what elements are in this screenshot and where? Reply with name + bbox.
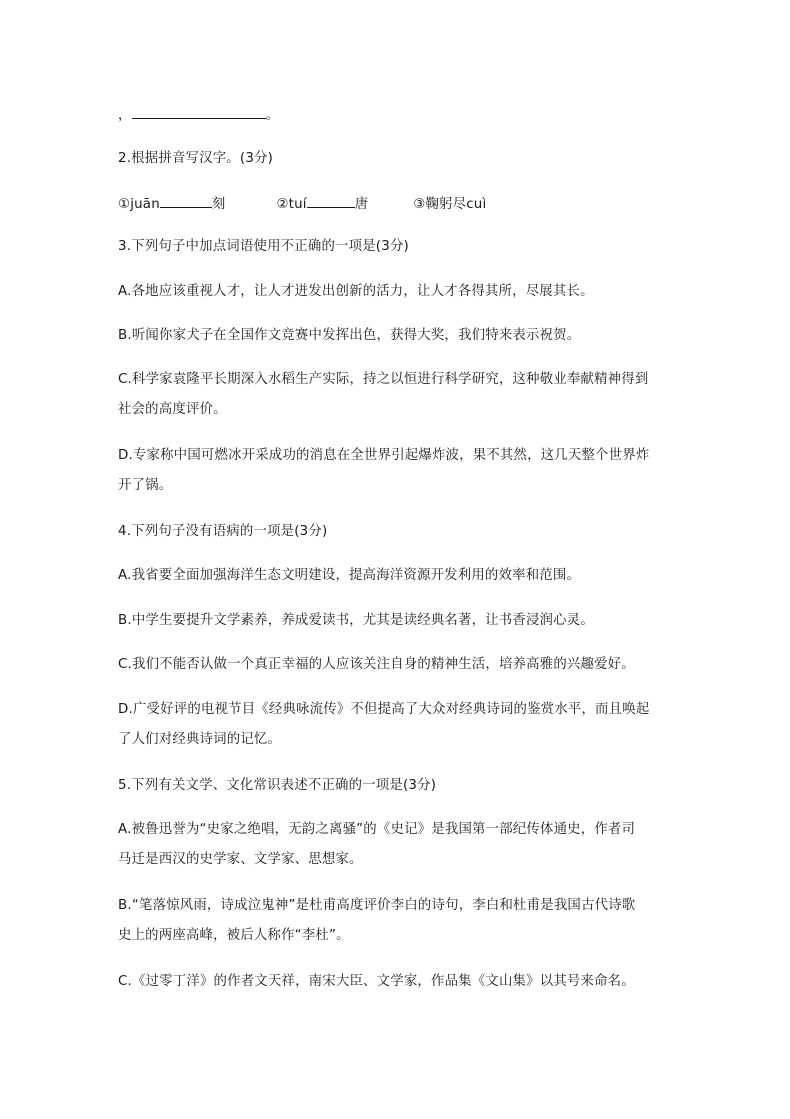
pinyin-2: ②tuí (276, 197, 307, 212)
pinyin-3: ③鞠躬尽cuì (413, 197, 487, 212)
pinyin-item-3 (413, 195, 486, 215)
pinyin-blank-1[interactable] (160, 193, 212, 208)
question-3-option-a: A.各地应该重视人才，让人才迸发出创新的活力，让人才各得其所，尽展其长。 (118, 284, 594, 299)
fragment-prefix: ， (118, 108, 132, 123)
question-5-option-a-line1: A.被鲁迅誉为“史家之绝唱，无韵之离骚”的《史记》是我国第一部纪传体通史，作者司 (118, 822, 636, 837)
question-5-option-b-line2: 史上的两座高峰，被后人称作“李杜”。 (118, 928, 350, 943)
fragment-suffix: 。 (265, 108, 280, 123)
question-2-stem: 2.根据拼音写汉字。(3分) (118, 151, 274, 166)
answer-blank[interactable] (132, 104, 266, 119)
question-4-stem: 4.下列句子没有语病的一项是(3分) (118, 524, 328, 539)
question-5-option-b-line1: B.“笔落惊风雨，诗成泣鬼神”是杜甫高度评价李白的诗句，李白和杜甫是我国古代诗歌 (118, 898, 636, 913)
question-4-option-b: B.中学生要提升文学素养，养成爱读书，尤其是读经典名著，让书香浸润心灵。 (118, 613, 594, 628)
question-4-option-d-line1: D.广受好评的电视节目《经典咏流传》不但提高了大众对经典诗词的鉴赏水平，而且唤起 (118, 702, 650, 717)
pinyin-1: ①juān (118, 197, 160, 212)
pinyin-blank-2[interactable] (307, 193, 355, 208)
question-3-option-c-line2: 社会的高度评价。 (118, 402, 227, 417)
question-3-option-c-line1: C.科学家袁隆平长期深入水稻生产实际，持之以恒进行科学研究，这种敬业奉献精神得到 (118, 372, 649, 387)
question-3-option-b: B.听闻你家犬子在全国作文竞赛中发挥出色，获得大奖，我们特来表示祝贺。 (118, 328, 581, 343)
question-4-option-c: C.我们不能否认做一个真正幸福的人应该关注自身的精神生活，培养高雅的兴趣爱好。 (118, 657, 635, 672)
question-5-option-a-line2: 马迁是西汉的史学家、文学家、思想家。 (118, 852, 363, 867)
pinyin-after-1: 刻 (211, 197, 226, 212)
question-4-option-a: A.我省要全面加强海洋生态文明建设，提高海洋资源开发利用的效率和范围。 (118, 568, 581, 583)
pinyin-item-2 (276, 193, 368, 215)
question-3-option-d-line2: 开了锅。 (118, 478, 173, 493)
question-3-option-d-line1: D.专家称中国可燃冰开采成功的消息在全世界引起爆炸波，果不其然，这几天整个世界炸 (118, 448, 650, 463)
pinyin-item-1 (118, 193, 226, 215)
question-3-stem: 3.下列句子中加点词语使用不正确的一项是(3分) (118, 239, 409, 254)
pinyin-after-2: 唐 (354, 197, 369, 212)
question-2-pinyin-row (118, 193, 678, 215)
question-5-option-c: C.《过零丁洋》的作者文天祥，南宋大臣、文学家，作品集《文山集》以其号来命名。 (118, 974, 635, 989)
question-4-option-d-line2: 了人们对经典诗词的记忆。 (118, 732, 282, 747)
answer-fragment-line (118, 104, 678, 126)
question-5-stem: 5.下列有关文学、文化常识表述不正确的一项是(3分) (118, 778, 437, 793)
